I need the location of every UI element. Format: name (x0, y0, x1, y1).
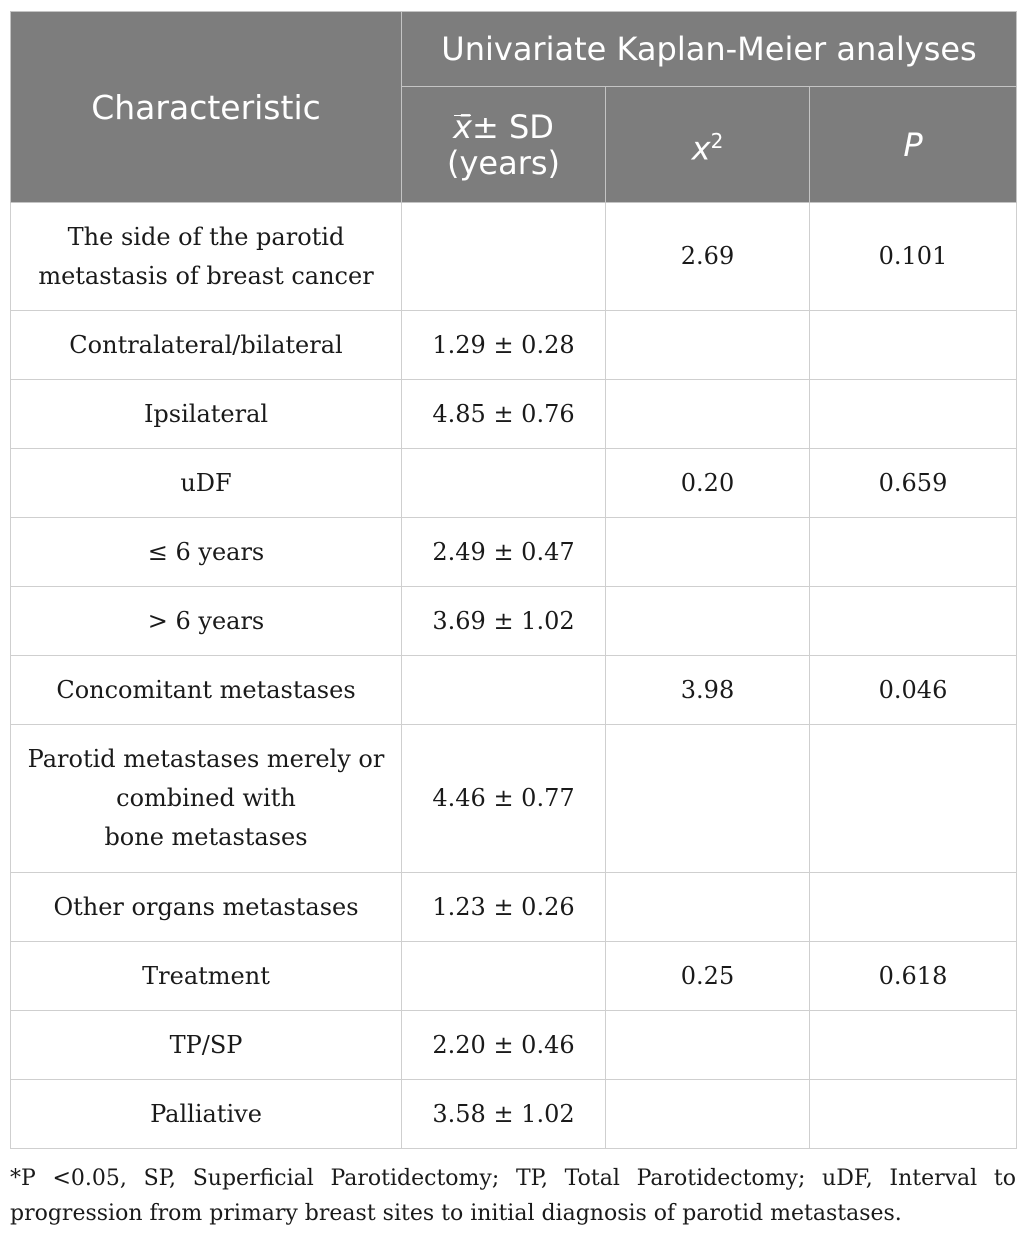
row-label-line: The side of the parotid (67, 222, 345, 251)
row-label: TP/SP (11, 1011, 402, 1080)
row-label: Ipsilateral (11, 380, 402, 449)
row-mean: 3.69 ± 1.02 (402, 587, 606, 656)
row-mean (402, 449, 606, 518)
table-row (11, 1011, 1017, 1080)
table-row (11, 942, 1017, 1011)
row-chi (606, 518, 810, 587)
header-mean-rest: ± SD (472, 107, 554, 146)
header-mean-symbol: x̄ (453, 107, 472, 146)
table-row (11, 449, 1017, 518)
header-mean-sd (402, 87, 606, 203)
row-chi (606, 873, 810, 942)
table-row (11, 1080, 1017, 1149)
row-mean: 2.49 ± 0.47 (402, 518, 606, 587)
table-row (11, 518, 1017, 587)
row-chi (606, 1011, 810, 1080)
row-mean (402, 942, 606, 1011)
row-mean: 1.29 ± 0.28 (402, 311, 606, 380)
header-p-value: P (810, 87, 1017, 203)
table-body (11, 203, 1017, 1149)
row-label: Treatment (11, 942, 402, 1011)
row-mean: 1.23 ± 0.26 (402, 873, 606, 942)
row-chi (606, 725, 810, 873)
row-label: uDF (11, 449, 402, 518)
row-p (810, 380, 1017, 449)
row-p (810, 587, 1017, 656)
row-chi (606, 311, 810, 380)
row-p: 0.618 (810, 942, 1017, 1011)
table-footnote: *P <0.05, SP, Superficial Parotidectomy; TP, Total Parotidectomy; uDF, Interval to progression from primary breast sites to initial diagnosis of parotid metastases. (10, 1166, 1016, 1226)
row-chi: 0.20 (606, 449, 810, 518)
row-p: 0.659 (810, 449, 1017, 518)
row-chi: 2.69 (606, 203, 810, 311)
header-chi-sup: 2 (710, 128, 724, 153)
table-row (11, 656, 1017, 725)
row-p: 0.101 (810, 203, 1017, 311)
table-row (11, 725, 1017, 873)
header-chi-base: x (691, 129, 711, 168)
table-row (11, 311, 1017, 380)
row-mean (402, 203, 606, 311)
kaplan-meier-table (10, 11, 1017, 1149)
row-p (810, 725, 1017, 873)
header-characteristic: Characteristic (11, 12, 402, 203)
row-mean: 3.58 ± 1.02 (402, 1080, 606, 1149)
row-mean: 4.46 ± 0.77 (402, 725, 606, 873)
row-chi (606, 380, 810, 449)
row-label-line: metastasis of breast cancer (38, 261, 374, 290)
table-row (11, 587, 1017, 656)
table-header (11, 12, 1017, 203)
header-chi-square (606, 87, 810, 203)
row-label: Concomitant metastases (11, 656, 402, 725)
row-chi: 0.25 (606, 942, 810, 1011)
row-label-line: Parotid metastases merely or (27, 745, 385, 773)
row-label: Other organs metastases (11, 873, 402, 942)
row-label: ≤ 6 years (11, 518, 402, 587)
row-p (810, 1080, 1017, 1149)
row-label-line: bone metastases (104, 823, 308, 851)
row-label: Contralateral/bilateral (11, 311, 402, 380)
row-mean (402, 656, 606, 725)
row-chi: 3.98 (606, 656, 810, 725)
header-group-title: Univariate Kaplan-Meier analyses (402, 12, 1017, 87)
row-p: 0.046 (810, 656, 1017, 725)
row-chi (606, 587, 810, 656)
row-mean: 2.20 ± 0.46 (402, 1011, 606, 1080)
row-p (810, 1011, 1017, 1080)
header-mean-unit: (years) (446, 143, 561, 182)
row-label-line: combined with (116, 784, 296, 812)
row-label (11, 725, 402, 873)
table-row (11, 873, 1017, 942)
kaplan-meier-table-container (10, 11, 1016, 1149)
row-p (810, 311, 1017, 380)
row-p (810, 518, 1017, 587)
row-label: Palliative (11, 1080, 402, 1149)
row-label: > 6 years (11, 587, 402, 656)
row-p (810, 873, 1017, 942)
row-mean: 4.85 ± 0.76 (402, 380, 606, 449)
table-row (11, 380, 1017, 449)
row-chi (606, 1080, 810, 1149)
table-row (11, 203, 1017, 311)
row-label (11, 203, 402, 311)
